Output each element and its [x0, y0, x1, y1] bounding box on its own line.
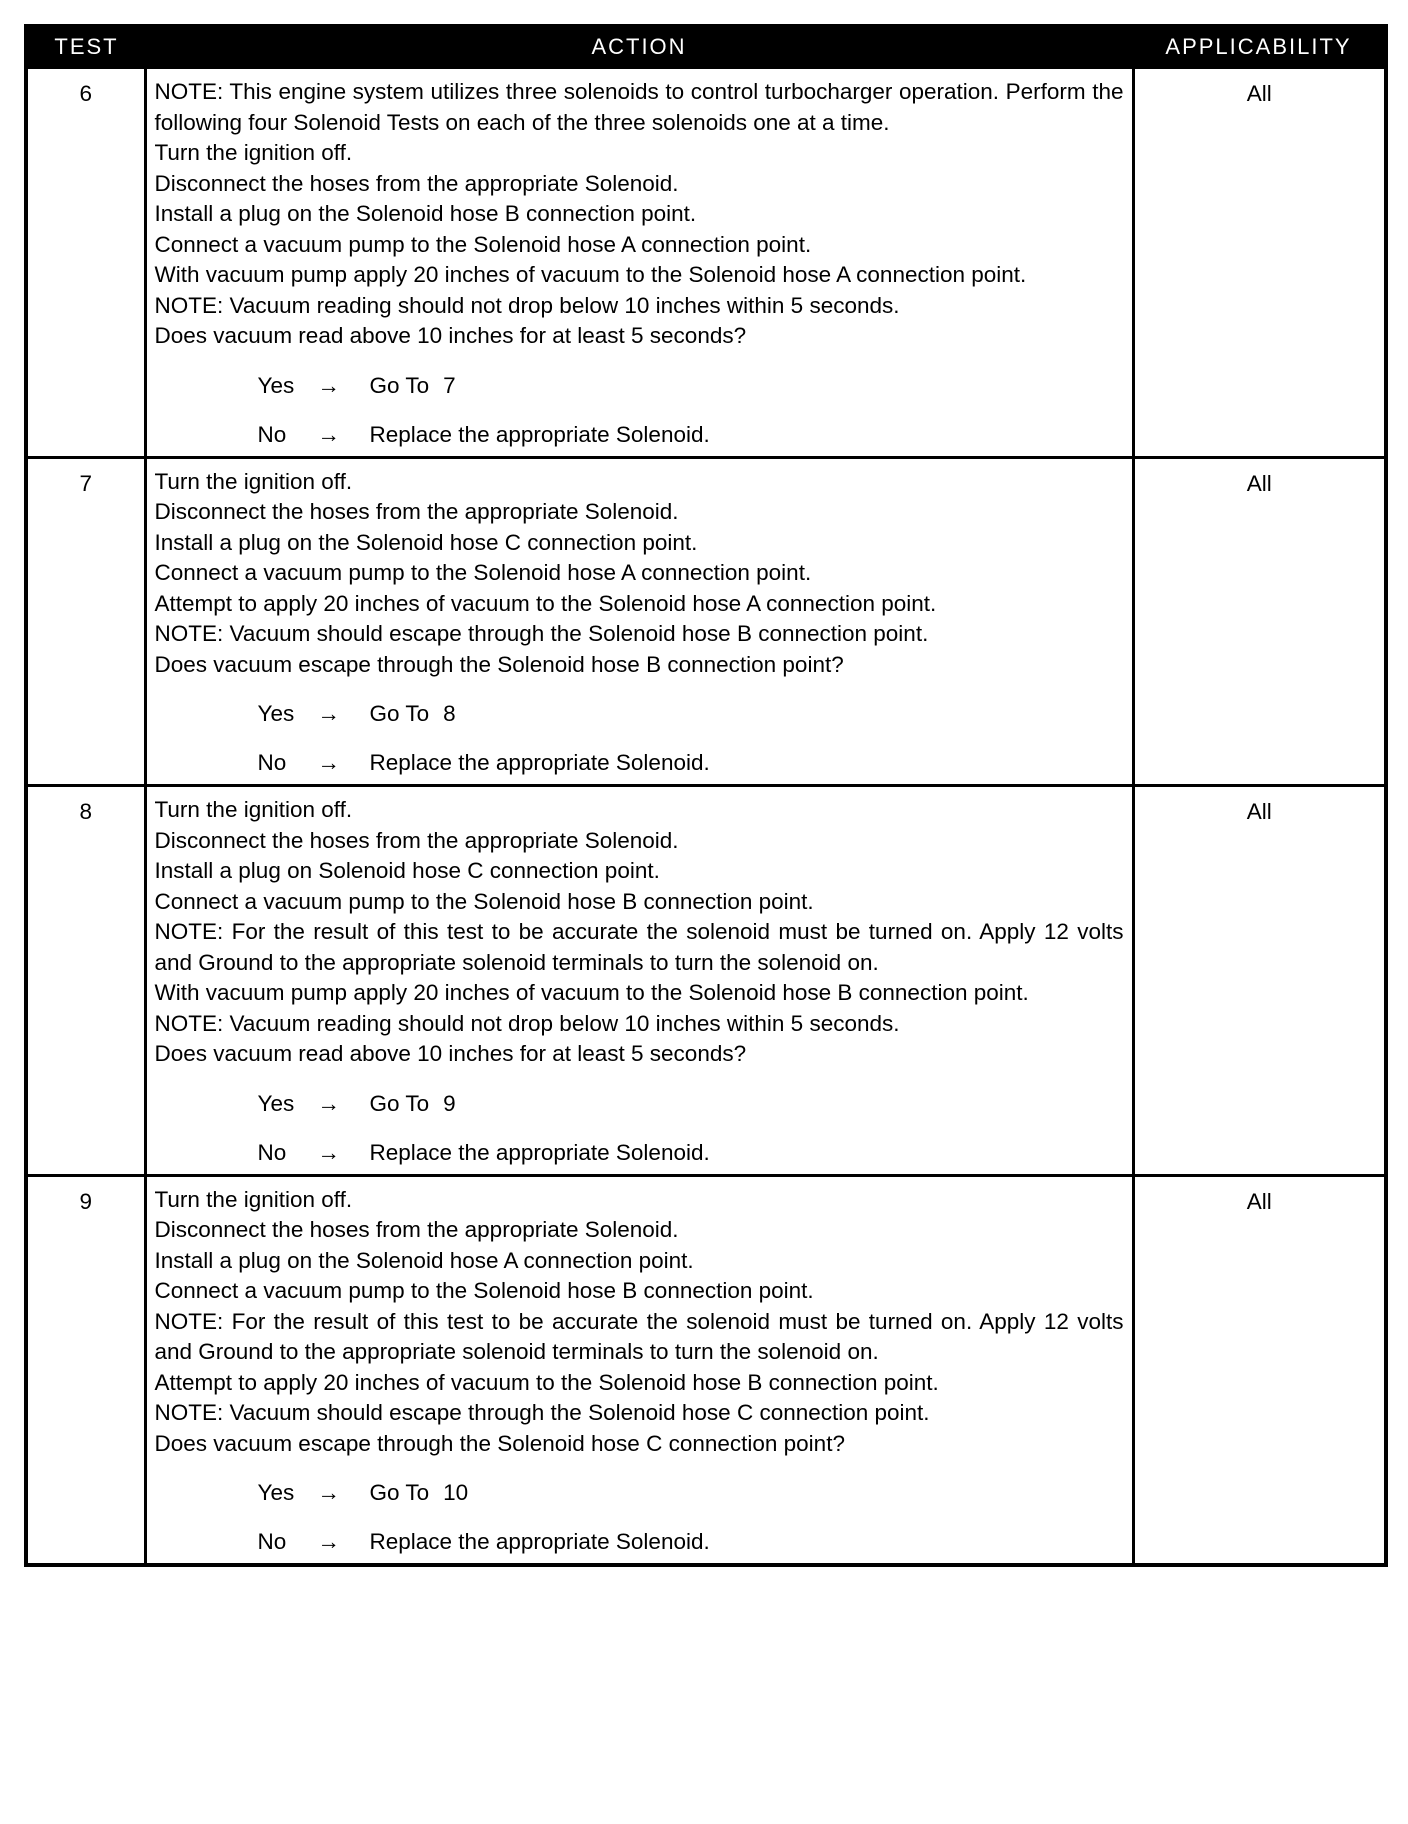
action-step: Does vacuum read above 10 inches for at least 5 seconds?	[154, 323, 747, 348]
no-branch	[258, 748, 1124, 778]
yes-branch	[258, 1089, 1124, 1119]
no-label: No	[257, 1139, 287, 1165]
action-step: NOTE: This engine system utilizes three solenoids to control turbocharger operation. Perform the following four Solenoid Tests on each of the three solenoids one at a time.	[154, 79, 1124, 135]
action-step: Does vacuum escape through the Solenoid hose B connection point?	[154, 651, 844, 677]
test-number: 9	[26, 1175, 145, 1565]
action-cell	[145, 786, 1133, 1176]
yes-label: Yes	[257, 1090, 295, 1116]
no-result-text: Replace the appropriate Solenoid.	[369, 750, 710, 775]
action-step: Does vacuum read above 10 inches for at least 5 seconds?	[154, 1041, 747, 1066]
action-steps	[155, 77, 1124, 352]
no-result-text: Replace the appropriate Solenoid.	[369, 1139, 710, 1165]
table-row	[26, 1175, 1386, 1565]
applicability-value: All	[1133, 68, 1386, 458]
yes-label: Yes	[257, 701, 295, 726]
no-branch	[258, 420, 1124, 450]
goto-instruction	[370, 1478, 469, 1508]
action-step: Attempt to apply 20 inches of vacuum to the Solenoid hose A connection point.	[154, 590, 937, 616]
goto-label: Go To	[369, 701, 430, 726]
yes-label: Yes	[257, 1480, 295, 1505]
action-step: NOTE: For the result of this test to be accurate the solenoid must be turned on. Apply 12 volts and Ground to the appropriate solenoid terminals to turn the solenoid on.	[154, 1308, 1124, 1364]
action-step: Turn the ignition off.	[154, 468, 353, 494]
action-step: Install a plug on the Solenoid hose A connection point.	[154, 1247, 694, 1273]
action-steps	[155, 1185, 1124, 1460]
action-step: NOTE: For the result of this test to be accurate the solenoid must be turned on. Apply 12 volts and Ground to the appropriate solenoid terminals to turn the solenoid on.	[154, 919, 1124, 975]
action-step: NOTE: Vacuum reading should not drop below 10 inches within 5 seconds.	[154, 1010, 900, 1036]
yes-branch	[258, 1478, 1124, 1508]
table-header-row	[26, 26, 1386, 68]
table-row	[26, 786, 1386, 1176]
test-number: 8	[26, 786, 145, 1176]
yes-branch	[258, 699, 1124, 729]
yes-label: Yes	[257, 372, 295, 398]
test-number: 6	[26, 68, 145, 458]
action-step: Install a plug on the Solenoid hose C connection point.	[154, 529, 698, 555]
action-step: Disconnect the hoses from the appropriate Solenoid.	[154, 827, 679, 853]
applicability-value: All	[1133, 1175, 1386, 1565]
action-step: With vacuum pump apply 20 inches of vacuum to the Solenoid hose A connection point.	[154, 262, 1027, 287]
no-result-text: Replace the appropriate Solenoid.	[369, 1529, 710, 1554]
no-branch	[258, 1138, 1124, 1168]
action-steps	[155, 467, 1124, 681]
action-cell	[145, 68, 1133, 458]
goto-label: Go To	[369, 372, 430, 398]
action-step: With vacuum pump apply 20 inches of vacuum to the Solenoid hose B connection point.	[154, 980, 1029, 1005]
action-step: Connect a vacuum pump to the Solenoid hose B connection point.	[154, 1278, 814, 1303]
arrow-right-icon: →	[317, 372, 340, 398]
arrow-right-icon: →	[317, 701, 340, 726]
action-step: Disconnect the hoses from the appropriate Solenoid.	[154, 170, 679, 196]
no-label: No	[257, 750, 287, 775]
table-row	[26, 68, 1386, 458]
action-step: Turn the ignition off.	[154, 1186, 353, 1212]
header-applicability: APPLICABILITY	[1133, 26, 1386, 68]
action-cell	[145, 1175, 1133, 1565]
goto-label: Go To	[369, 1480, 430, 1505]
goto-test-link[interactable]: 9	[443, 1090, 456, 1116]
action-step: Install a plug on Solenoid hose C connection point.	[154, 858, 660, 883]
no-label: No	[257, 421, 287, 447]
arrow-right-icon: →	[317, 1090, 340, 1116]
action-step: Connect a vacuum pump to the Solenoid hose B connection point.	[154, 888, 814, 914]
no-result-text: Replace the appropriate Solenoid.	[369, 421, 710, 447]
action-step: NOTE: Vacuum should escape through the Solenoid hose B connection point.	[154, 621, 929, 646]
action-step: Attempt to apply 20 inches of vacuum to the Solenoid hose B connection point.	[154, 1369, 939, 1395]
arrow-right-icon: →	[317, 1529, 340, 1554]
action-step: Connect a vacuum pump to the Solenoid hose A connection point.	[154, 560, 812, 585]
action-step: Turn the ignition off.	[154, 140, 353, 165]
goto-label: Go To	[369, 1090, 430, 1116]
yes-branch	[258, 371, 1124, 401]
header-test: TEST	[26, 26, 145, 68]
applicability-value: All	[1133, 457, 1386, 786]
arrow-right-icon: →	[317, 750, 340, 775]
goto-instruction	[370, 1089, 456, 1119]
header-action: ACTION	[145, 26, 1133, 68]
action-step: NOTE: Vacuum reading should not drop below 10 inches within 5 seconds.	[154, 292, 900, 318]
goto-instruction	[370, 371, 456, 401]
goto-test-link[interactable]: 8	[443, 701, 456, 726]
procedure-table	[24, 24, 1388, 1567]
arrow-right-icon: →	[317, 421, 340, 447]
action-cell	[145, 457, 1133, 786]
action-step: Connect a vacuum pump to the Solenoid hose A connection point.	[154, 231, 812, 257]
table-body	[26, 68, 1386, 1566]
applicability-value: All	[1133, 786, 1386, 1176]
action-step: Disconnect the hoses from the appropriate Solenoid.	[154, 1217, 679, 1242]
action-step: NOTE: Vacuum should escape through the Solenoid hose C connection point.	[154, 1400, 930, 1425]
action-step: Turn the ignition off.	[154, 797, 353, 822]
no-branch	[258, 1527, 1124, 1557]
goto-instruction	[370, 699, 456, 729]
goto-test-link[interactable]: 7	[443, 372, 456, 398]
action-step: Install a plug on the Solenoid hose B connection point.	[154, 201, 697, 226]
arrow-right-icon: →	[317, 1139, 340, 1165]
table-row	[26, 457, 1386, 786]
test-number: 7	[26, 457, 145, 786]
diagnostic-procedure-page	[24, 24, 1384, 1567]
arrow-right-icon: →	[317, 1480, 340, 1505]
goto-test-link[interactable]: 10	[443, 1480, 469, 1505]
action-step: Does vacuum escape through the Solenoid hose C connection point?	[154, 1430, 845, 1456]
action-steps	[155, 795, 1124, 1070]
action-step: Disconnect the hoses from the appropriate Solenoid.	[154, 499, 679, 524]
no-label: No	[257, 1529, 287, 1554]
